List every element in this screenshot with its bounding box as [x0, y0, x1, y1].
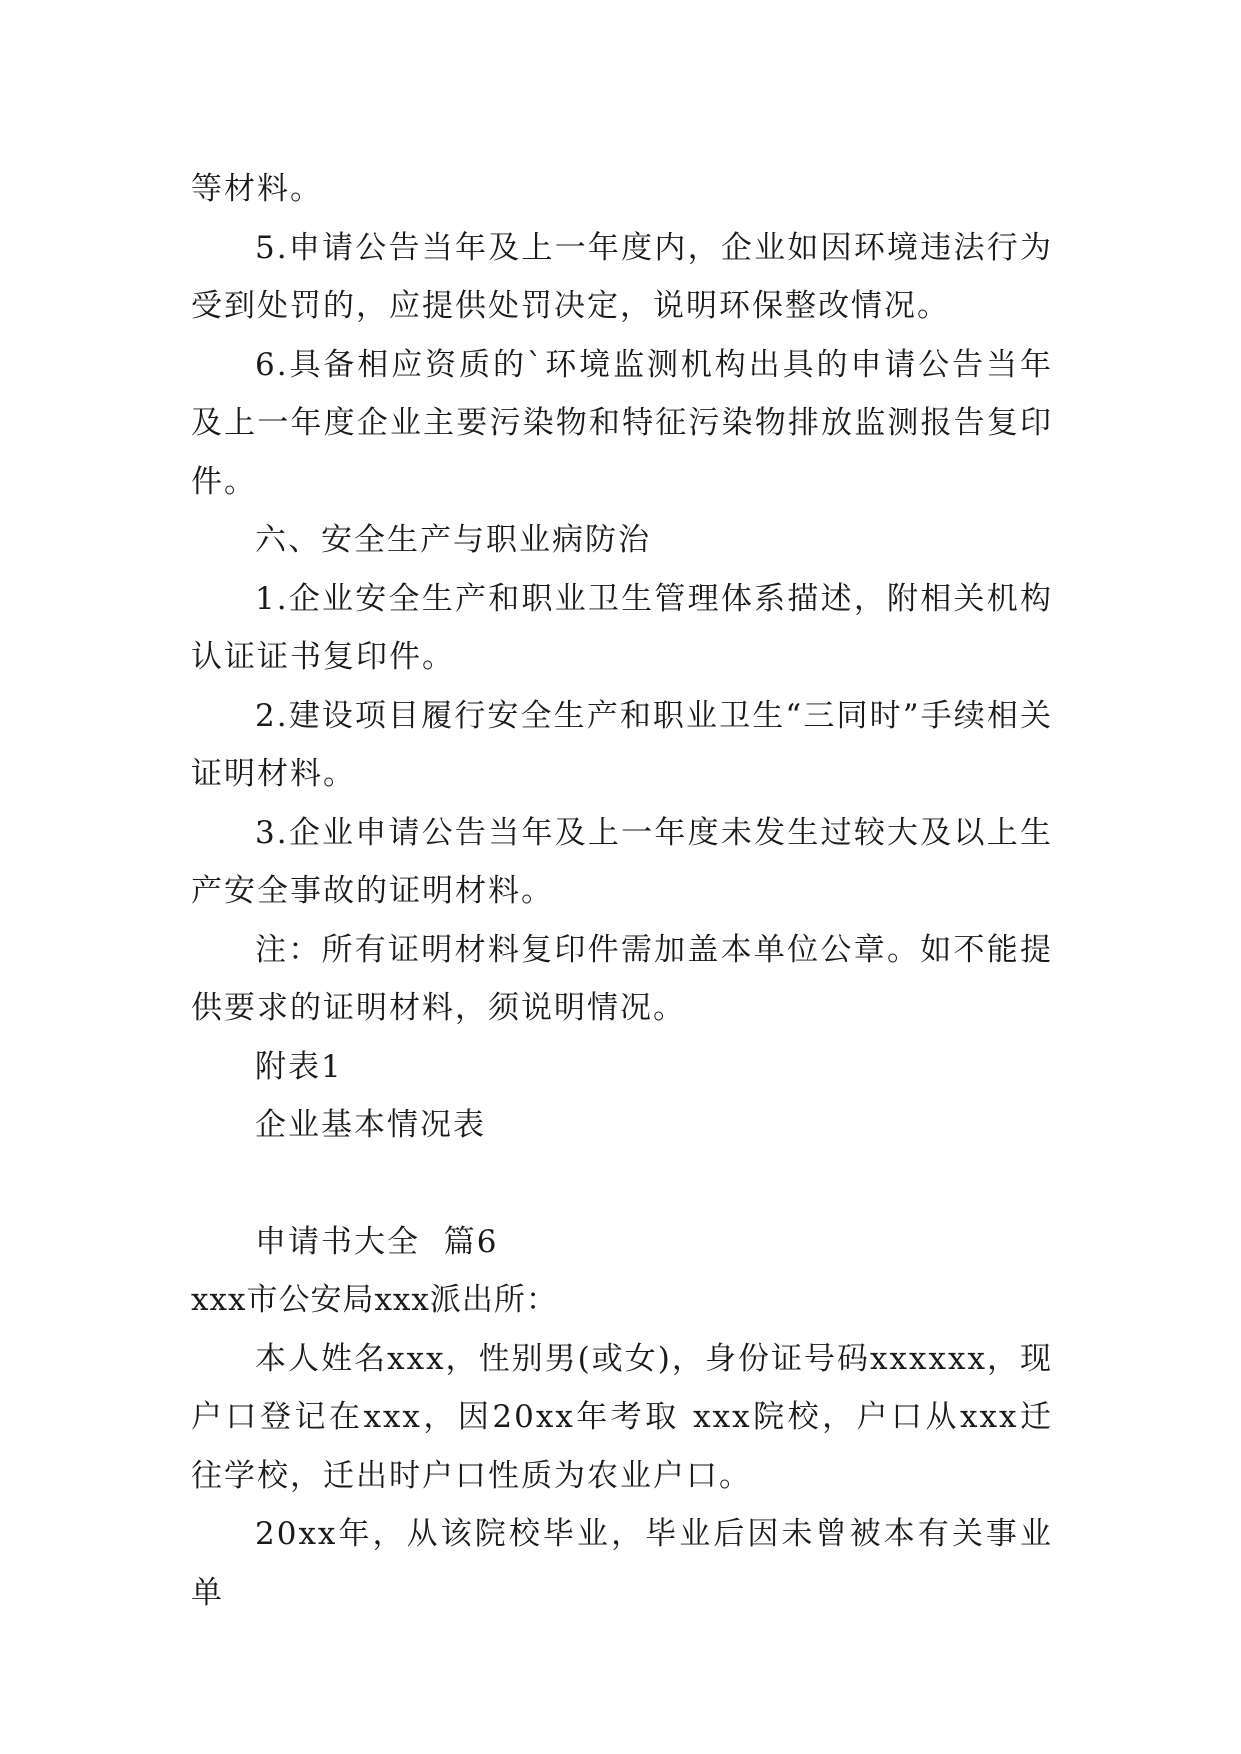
paragraph-item-6: 6.具备相应资质的`环境监测机构出具的申请公告当年及上一年度企业主要污染物和特征污染物排放监测报告复印件。 [191, 346, 1053, 500]
safety-item-2: 2.建设项目履行安全生产和职业卫生“三同时”手续相关证明材料。 [191, 697, 1053, 792]
attachment-title: 企业基本情况表 [255, 1107, 486, 1143]
safety-item-1: 1.企业安全生产和职业卫生管理体系描述，附相关机构认证证书复印件。 [191, 580, 1053, 675]
body-paragraph-1: 本人姓名xxx，性别男(或女)，身份证号码xxxxxx，现户口登记在xxx，因20xx年考取 xxx院校，户口从xxx迁往学校，迁出时户口性质为农业户口。 [191, 1340, 1053, 1494]
safety-item-3: 3.企业申请公告当年及上一年度未发生过较大及以上生产安全事故的证明材料。 [191, 814, 1053, 909]
addressee-line: xxx市公安局xxx派出所： [191, 1282, 558, 1318]
article-heading: 申请书大全 篇6 [255, 1223, 499, 1260]
note-paragraph: 注：所有证明材料复印件需加盖本单位公章。如不能提供要求的证明材料，须说明情况。 [191, 931, 1053, 1026]
document-page [191, 160, 1053, 1622]
paragraph-continued: 等材料。 [191, 171, 323, 207]
section-heading-safety: 六、安全生产与职业病防治 [255, 522, 651, 558]
body-paragraph-2: 20xx年，从该院校毕业，毕业后因未曾被本有关事业单 [191, 1516, 1053, 1611]
blank-line [191, 1155, 1053, 1213]
paragraph-item-5: 5.申请公告当年及上一年度内，企业如因环境违法行为受到处罚的，应提供处罚决定，说明环保整改情况。 [191, 229, 1053, 324]
attachment-label: 附表1 [255, 1048, 343, 1085]
